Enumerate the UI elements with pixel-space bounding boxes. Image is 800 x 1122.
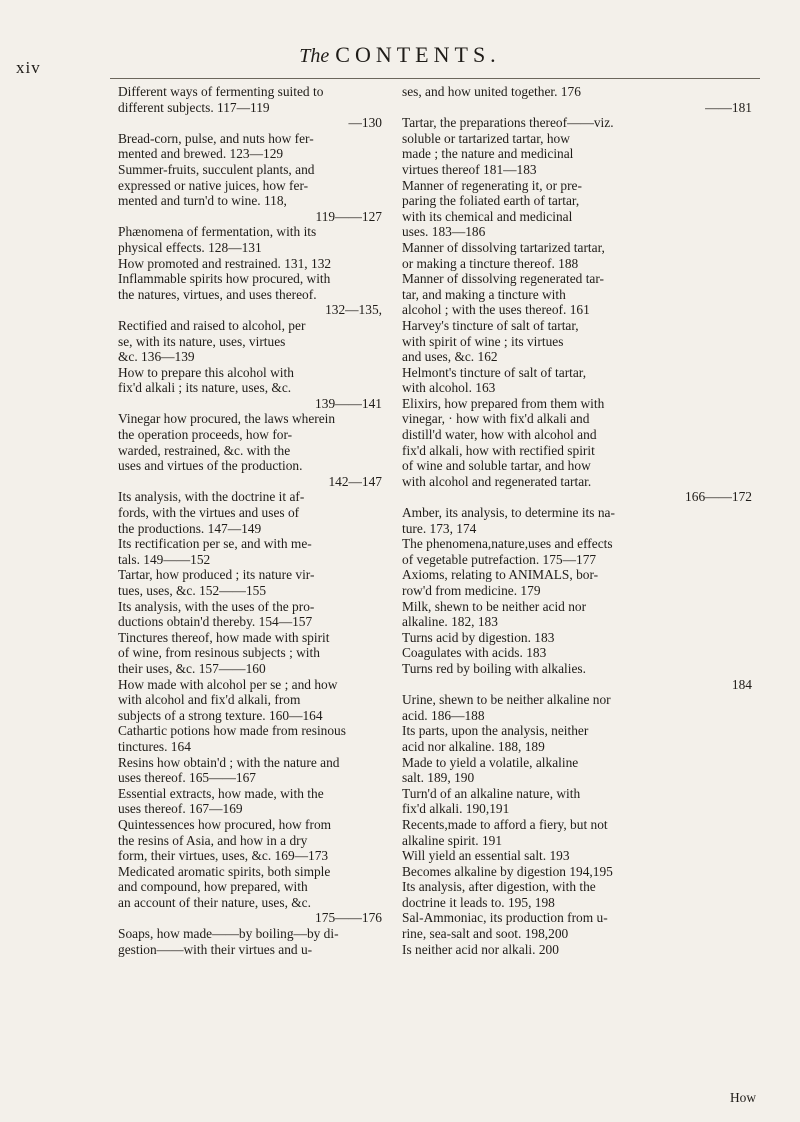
- entry-line: with alcohol and fix'd alkali, from: [118, 692, 301, 708]
- running-head: [0, 42, 800, 68]
- entry-line: Turns acid by digestion. 183: [402, 629, 555, 645]
- contents-entry: [402, 505, 758, 692]
- entry-line: se, with its nature, uses, virtues: [118, 333, 286, 349]
- entry-line: Turn'd of an alkaline nature, with: [402, 785, 581, 801]
- entry-line: Urine, shewn to be neither alkaline nor: [402, 692, 611, 708]
- entry-line: Essential extracts, how made, with the: [118, 785, 324, 801]
- entry-line: subjects of a strong texture. 160—164: [118, 707, 323, 723]
- contents-entry: [402, 115, 758, 505]
- running-head-prefix: The: [299, 45, 330, 67]
- page-number: xiv: [16, 58, 41, 77]
- entry-pages: 175——176: [315, 910, 382, 926]
- entry-line: acid nor alkaline. 188, 189: [402, 738, 545, 754]
- entry-line: of wine, from resinous subjects ; with: [118, 645, 320, 661]
- entry-line: How made with alcohol per se ; and how: [118, 676, 338, 692]
- entry-line: Summer-fruits, succulent plants, and: [118, 161, 315, 177]
- entry-line: fix'd alkali, how with rectified spirit: [402, 442, 595, 458]
- entry-line: uses. 183—186: [402, 224, 486, 240]
- entry-line: alkaline. 182, 183: [402, 614, 498, 630]
- entry-line: row'd from medicine. 179: [402, 583, 541, 598]
- entry-line: paring the foliated earth of tartar,: [402, 193, 580, 209]
- entry-line: Amber, its analysis, to determine its na-: [402, 505, 615, 521]
- entry-line: ture. 173, 174: [402, 520, 477, 536]
- entry-line: with alcohol and regenerated tartar.: [402, 473, 592, 489]
- entry-line: How promoted and restrained. 131, 132: [118, 255, 332, 271]
- entry-pages: 139——141: [315, 395, 382, 411]
- entry-line: and compound, how prepared, with: [118, 879, 308, 895]
- contents-entry: [118, 84, 388, 131]
- entry-line: Phænomena of fermentation, with its: [118, 224, 317, 240]
- entry-line: uses thereof. 165——167: [118, 770, 256, 786]
- entry-pages: 166——172: [685, 489, 752, 505]
- entry-line: made ; the nature and medicinal: [402, 146, 574, 162]
- entry-line: Manner of regenerating it, or pre-: [402, 177, 582, 193]
- entry-line: form, their virtues, uses, &c. 169—173: [118, 848, 329, 864]
- entry-line: Harvey's tincture of salt of tartar,: [402, 317, 579, 333]
- entry-line: of wine and soluble tartar, and how: [402, 458, 591, 474]
- entry-line: Manner of dissolving tartarized tartar,: [402, 239, 605, 255]
- entry-line: and uses, &c. 162: [402, 349, 498, 365]
- entry-line: tals. 149——152: [118, 551, 211, 567]
- entry-line: Recents,made to afford a fiery, but not: [402, 816, 608, 832]
- entry-line: Its analysis, after digestion, with the: [402, 879, 596, 895]
- entry-line: distill'd water, how with alcohol and: [402, 427, 597, 443]
- entry-line: The phenomena,nature,uses and effects: [402, 536, 613, 552]
- entry-line: mented and brewed. 123—129: [118, 146, 284, 162]
- entry-line: Its parts, upon the analysis, neither: [402, 723, 589, 739]
- entry-line: tar, and making a tincture with: [402, 286, 566, 302]
- entry-line: of vegetable putrefaction. 175—177: [402, 551, 597, 567]
- entry-line: Milk, shewn to be neither acid nor: [402, 598, 587, 614]
- entry-line: Its analysis, with the doctrine it af-: [118, 489, 305, 505]
- entry-line: alcohol ; with the uses thereof. 161: [402, 302, 590, 318]
- entry-line: alkaline spirit. 191: [402, 832, 503, 848]
- running-head-title: CONTENTS.: [335, 42, 501, 67]
- entry-line: Medicated aromatic spirits, both simple: [118, 863, 331, 879]
- entry-line: salt. 189, 190: [402, 770, 475, 786]
- entry-line: Soaps, how made——by boiling—by di-: [118, 926, 339, 942]
- entry-line: acid. 186—188: [402, 707, 485, 723]
- entry-line: with its chemical and medicinal: [402, 208, 573, 224]
- contents-entry: [118, 131, 388, 225]
- entry-line: uses and virtues of the production.: [118, 458, 303, 474]
- entry-line: Its rectification per se, and with me-: [118, 536, 312, 552]
- entry-line: Axioms, relating to ANIMALS, bor-: [402, 567, 599, 583]
- entry-line: gestion——with their virtues and u-: [118, 941, 313, 957]
- entry-line: tinctures. 164: [118, 738, 191, 754]
- entry-line: expressed or native juices, how fer-: [118, 177, 309, 193]
- entry-line: Tinctures thereof, how made with spirit: [118, 629, 330, 645]
- entry-line: Cathartic potions how made from resinous: [118, 723, 346, 739]
- entry-line: Manner of dissolving regenerated tar-: [402, 271, 605, 287]
- entry-line: mented and turn'd to wine. 118,: [118, 193, 287, 209]
- entry-line: the resins of Asia, and how in a dry: [118, 832, 308, 848]
- entry-line: their uses, &c. 157——160: [118, 660, 266, 676]
- entry-line: ses, and how united together. 176: [402, 84, 581, 99]
- entry-line: Is neither acid nor alkali. 200: [402, 941, 559, 957]
- catchword: How: [729, 1090, 756, 1105]
- contents-entry: [118, 926, 388, 957]
- entry-line: Becomes alkaline by digestion 194,195: [402, 863, 613, 879]
- entry-line: uses thereof. 167—169: [118, 801, 243, 817]
- entry-line: doctrine it leads to. 195, 198: [402, 894, 555, 910]
- entry-pages: 184: [731, 676, 752, 692]
- entry-line: rine, sea-salt and soot. 198,200: [402, 926, 569, 942]
- entry-line: virtues thereof 181—183: [402, 161, 537, 177]
- entry-line: Sal-Ammoniac, its production from u-: [402, 910, 608, 926]
- entry-line: Helmont's tincture of salt of tartar,: [402, 364, 587, 380]
- entry-line: How to prepare this alcohol with: [118, 364, 294, 380]
- entry-line: Elixirs, how prepared from them with: [402, 395, 605, 411]
- entry-line: with spirit of wine ; its virtues: [402, 333, 564, 349]
- entry-pages: 119——127: [315, 208, 382, 224]
- entry-pages: 142—147: [328, 473, 382, 489]
- contents-entry: [118, 411, 388, 489]
- contents-entry: [402, 84, 758, 115]
- contents-column-right: [402, 84, 758, 957]
- entry-pages: 132—135,: [325, 302, 382, 318]
- entry-line: soluble or tartarized tartar, how: [402, 130, 570, 146]
- entry-line: fords, with the virtues and uses of: [118, 505, 300, 521]
- entry-line: Resins how obtain'd ; with the nature and: [118, 754, 340, 770]
- entry-line: Made to yield a volatile, alkaline: [402, 754, 579, 770]
- entry-line: an account of their nature, uses, &c.: [118, 894, 311, 910]
- entry-line: Vinegar how procured, the laws wherein: [118, 411, 336, 427]
- entry-pages: —130: [348, 115, 382, 131]
- entry-line: Tartar, how produced ; its nature vir-: [118, 567, 315, 583]
- entry-line: ductions obtain'd thereby. 154—157: [118, 614, 313, 630]
- entry-line: physical effects. 128—131: [118, 239, 262, 255]
- entry-line: Different ways of fermenting suited to: [118, 84, 324, 99]
- contents-entry: [118, 224, 388, 318]
- entry-pages: ——181: [705, 99, 752, 115]
- entry-line: vinegar, · how with fix'd alkali and: [402, 411, 590, 427]
- entry-line: Quintessences how procured, how from: [118, 816, 332, 832]
- entry-line: fix'd alkali ; its nature, uses, &c.: [118, 380, 292, 396]
- contents-entry: [402, 692, 758, 957]
- entry-line: with alcohol. 163: [402, 380, 496, 396]
- header-rule: [110, 78, 760, 79]
- entry-line: Rectified and raised to alcohol, per: [118, 317, 306, 333]
- entry-line: fix'd alkali. 190,191: [402, 801, 510, 817]
- contents-column-left: [118, 84, 388, 957]
- entry-line: Turns red by boiling with alkalies.: [402, 660, 586, 676]
- entry-line: Inflammable spirits how procured, with: [118, 271, 331, 287]
- entry-line: Will yield an essential salt. 193: [402, 848, 570, 864]
- entry-line: &c. 136—139: [118, 349, 195, 365]
- entry-line: Bread-corn, pulse, and nuts how fer-: [118, 130, 314, 146]
- entry-line: Tartar, the preparations thereof——viz.: [402, 115, 614, 131]
- entry-line: the natures, virtues, and uses thereof.: [118, 286, 317, 302]
- entry-line: tues, uses, &c. 152——155: [118, 583, 267, 598]
- contents-entry: [118, 489, 388, 926]
- entry-line: Coagulates with acids. 183: [402, 645, 547, 661]
- entry-line: the operation proceeds, how for-: [118, 427, 293, 443]
- entry-line: Its analysis, with the uses of the pro-: [118, 598, 315, 614]
- entry-line: the productions. 147—149: [118, 520, 262, 536]
- entry-line: different subjects. 117—119: [118, 99, 270, 115]
- entry-line: or making a tincture thereof. 188: [402, 255, 579, 271]
- entry-line: warded, restrained, &c. with the: [118, 442, 291, 458]
- contents-entry: [118, 318, 388, 412]
